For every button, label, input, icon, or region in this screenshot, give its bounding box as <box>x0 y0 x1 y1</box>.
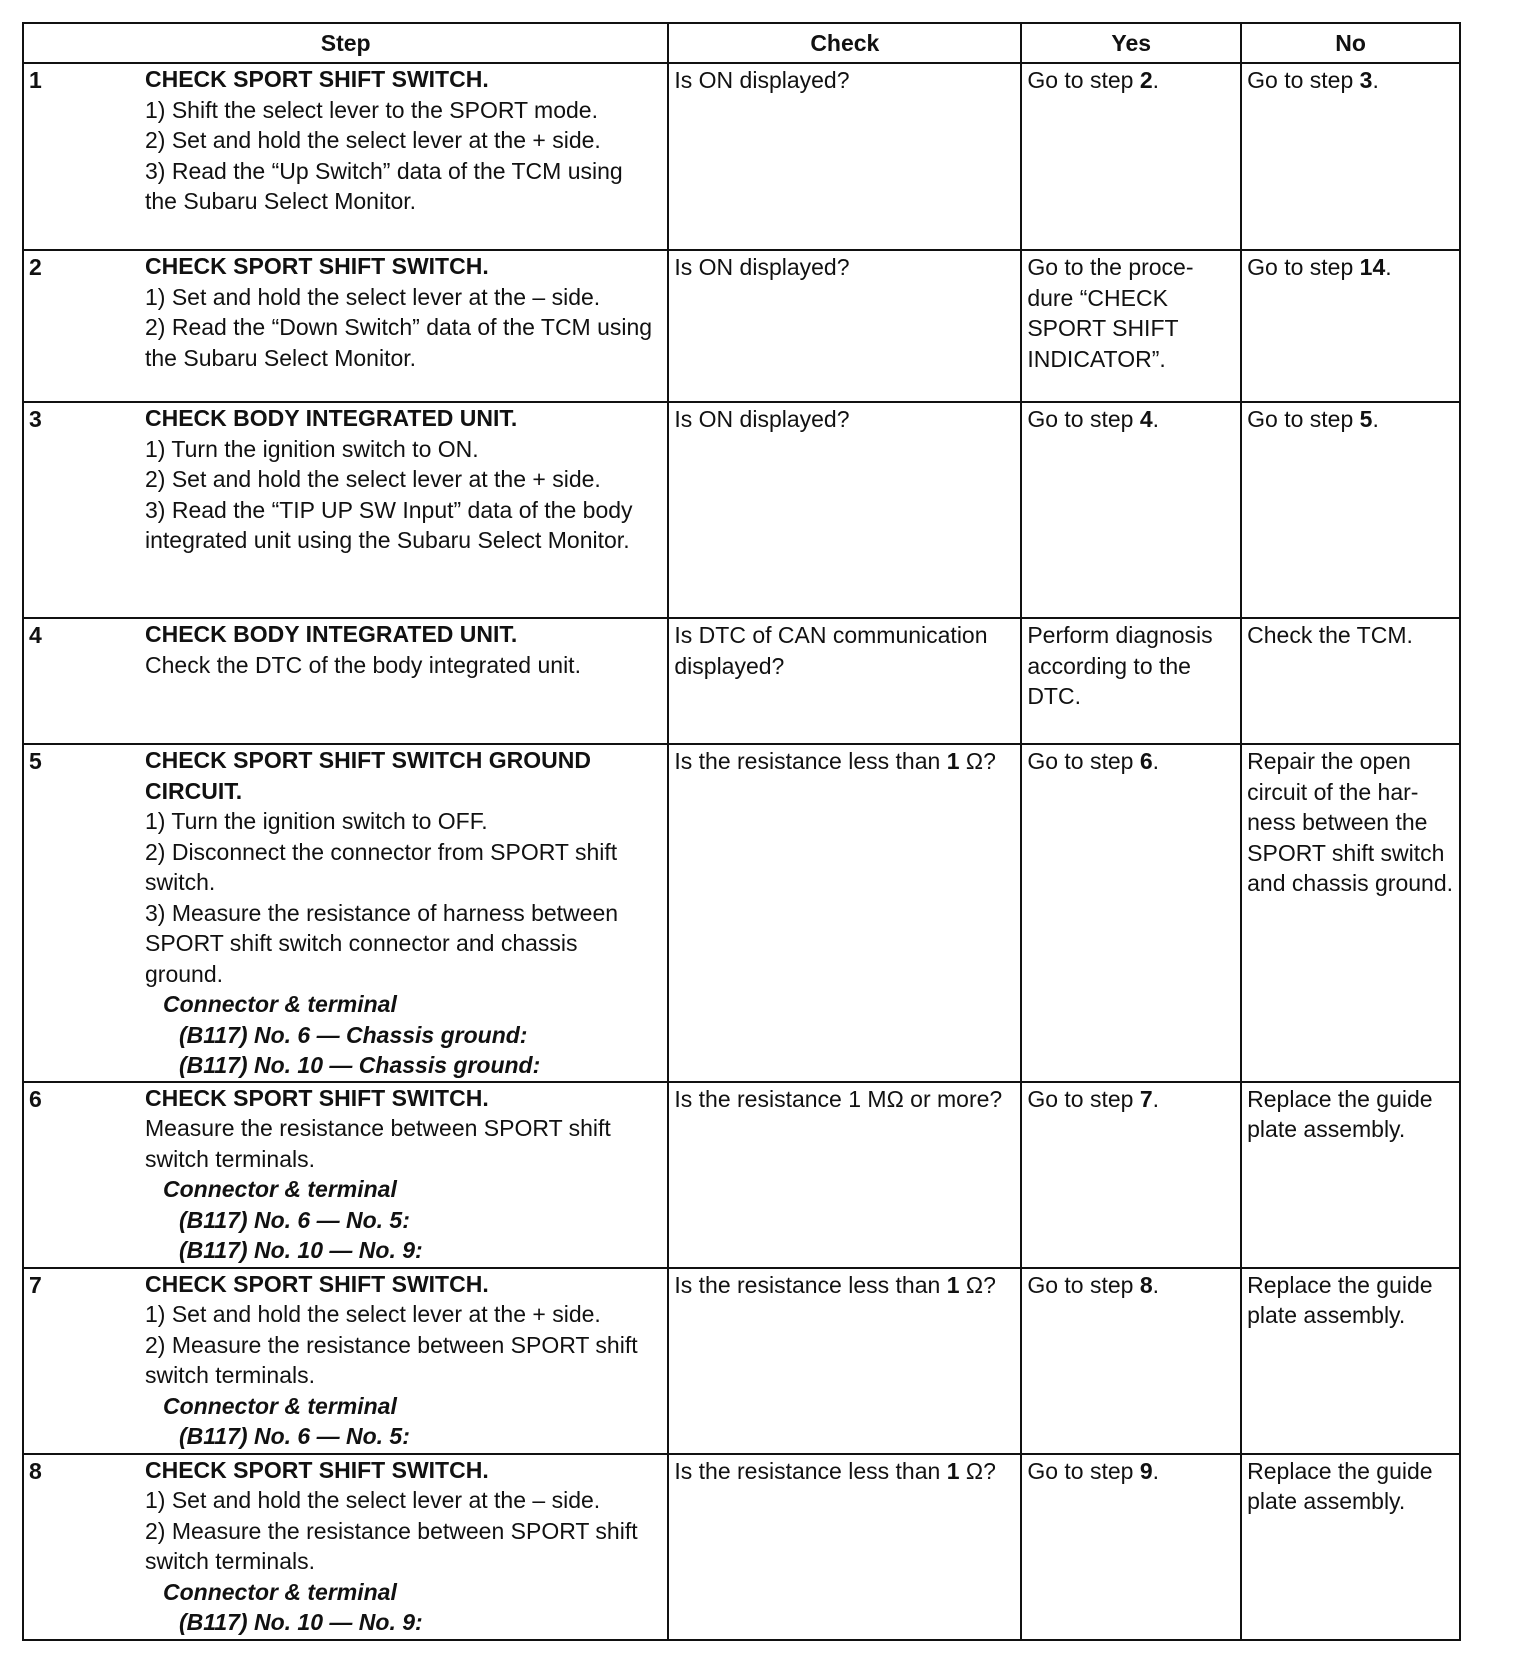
step-instruction: 1) Set and hold the select lever at the – side. <box>145 1487 601 1513</box>
connector-terminal-heading: Connector & terminal <box>163 1176 397 1202</box>
no-step-link: 3 <box>1359 67 1373 93</box>
no-suffix: . <box>1372 406 1379 432</box>
no-prefix: Go to step <box>1247 406 1360 432</box>
connector-terminal-spec: (B117) No. 10 — Chassis ground: <box>179 1052 541 1078</box>
connector-terminal-heading: Connector & terminal <box>163 1392 397 1419</box>
step-instruction: 2) Set and hold the select lever at the + side. <box>145 466 601 492</box>
step-title: CHECK SPORT SHIFT SWITCH. <box>145 1270 489 1297</box>
yes-prefix: Go to step <box>1027 406 1140 432</box>
step-cell <box>23 1454 668 1640</box>
step-instruction: Check the DTC of the body integrated unit. <box>145 651 581 678</box>
check-cell: Is DTC of CAN communication displayed? <box>668 618 1021 744</box>
step-number: 6 <box>29 1085 42 1112</box>
yes-prefix: Go to step <box>1027 748 1140 774</box>
step-number: 8 <box>29 1457 42 1484</box>
no-prefix: Go to step <box>1247 67 1360 93</box>
yes-suffix: . <box>1152 67 1160 93</box>
step-instruction: 3) Measure the resistance of harness between SPORT shift switch connector and chassis ground. <box>145 899 619 987</box>
no-suffix: . <box>1372 67 1379 93</box>
check-suffix: Ω? <box>959 748 996 774</box>
step-instruction: 3) Read the “TIP UP SW Input” data of the body integrated unit using the Subaru Select Monitor. <box>145 496 633 553</box>
no-cell: Check the TCM. <box>1241 618 1460 744</box>
step-instruction: 1) Set and hold the select lever at the + side. <box>145 1301 601 1327</box>
table-row <box>23 744 1460 1082</box>
step-instruction: 2) Set and hold the select lever at the + side. <box>145 127 601 153</box>
yes-step-link: 4 <box>1139 406 1153 432</box>
no-step-link: 5 <box>1359 406 1373 432</box>
yes-cell: Perform diagnosis according to the DTC. <box>1021 618 1241 744</box>
check-cell <box>668 744 1021 1082</box>
check-value: 1 <box>946 748 960 774</box>
check-prefix: Is the resistance less than <box>674 1457 947 1484</box>
no-cell: Repair the open circuit of the har-ness between the SPORT shift switch and chassis ground. <box>1241 744 1460 1082</box>
step-instruction: Measure the resistance between SPORT shift switch terminals. <box>145 1115 611 1172</box>
header-no: No <box>1241 23 1460 63</box>
check-cell <box>668 1454 1021 1640</box>
yes-prefix: Go to step <box>1027 67 1140 93</box>
header-step: Step <box>23 23 668 63</box>
no-cell <box>1241 63 1460 250</box>
step-cell <box>23 1082 668 1268</box>
no-cell <box>1241 250 1460 402</box>
step-title: CHECK BODY INTEGRATED UNIT. <box>145 405 518 431</box>
no-suffix: . <box>1385 254 1392 280</box>
yes-cell <box>1021 1454 1241 1640</box>
step-number: 3 <box>29 406 42 432</box>
no-cell <box>1241 402 1460 618</box>
step-title: CHECK SPORT SHIFT SWITCH. <box>145 253 489 279</box>
step-instruction: 2) Measure the resistance between SPORT shift switch terminals. <box>145 1517 638 1574</box>
check-prefix: Is the resistance less than <box>674 748 947 774</box>
connector-terminal-heading: Connector & terminal <box>163 991 397 1017</box>
step-number: 1 <box>29 67 42 93</box>
table-row <box>23 618 1460 744</box>
step-instruction: 1) Set and hold the select lever at the – side. <box>145 283 601 310</box>
yes-cell: Go to the proce-dure “CHECK SPORT SHIFT INDICATOR”. <box>1021 250 1241 402</box>
table-row <box>23 63 1460 250</box>
yes-cell <box>1021 402 1241 618</box>
no-prefix: Go to step <box>1247 254 1360 280</box>
check-value: 1 <box>946 1271 960 1298</box>
step-number: 2 <box>29 254 42 280</box>
header-check: Check <box>668 23 1021 63</box>
yes-cell <box>1021 744 1241 1082</box>
check-cell: Is ON displayed? <box>668 250 1021 402</box>
no-cell: Replace the guide plate assembly. <box>1241 1268 1460 1454</box>
table-row <box>23 1268 1460 1454</box>
yes-cell <box>1021 1268 1241 1454</box>
check-cell: Is ON displayed? <box>668 63 1021 250</box>
connector-terminal-spec: (B117) No. 6 — Chassis ground: <box>179 1021 528 1048</box>
yes-suffix: . <box>1152 406 1160 432</box>
table-row <box>23 1454 1460 1640</box>
step-cell <box>23 402 668 618</box>
step-number: 5 <box>29 748 42 774</box>
step-cell <box>23 250 668 402</box>
yes-step-link: 2 <box>1139 67 1153 93</box>
table-row <box>23 402 1460 618</box>
step-instruction: 1) Turn the ignition switch to OFF. <box>145 808 488 834</box>
check-prefix: Is the resistance less than <box>674 1271 947 1298</box>
yes-step-link: 6 <box>1139 748 1153 774</box>
check-cell: Is the resistance 1 MΩ or more? <box>668 1082 1021 1268</box>
yes-suffix: . <box>1152 1085 1160 1112</box>
yes-prefix: Go to step <box>1027 1271 1140 1298</box>
yes-cell <box>1021 1082 1241 1268</box>
diagnostic-table <box>22 22 1461 1641</box>
yes-prefix: Go to step <box>1027 1457 1140 1484</box>
step-cell <box>23 1268 668 1454</box>
header-row <box>23 23 1460 63</box>
check-cell: Is ON displayed? <box>668 402 1021 618</box>
check-suffix: Ω? <box>959 1457 996 1484</box>
check-cell <box>668 1268 1021 1454</box>
yes-suffix: . <box>1152 1457 1160 1484</box>
table-row <box>23 250 1460 402</box>
step-title: CHECK SPORT SHIFT SWITCH GROUND CIRCUIT. <box>145 747 591 804</box>
connector-terminal-spec: (B117) No. 6 — No. 5: <box>179 1206 410 1233</box>
header-yes: Yes <box>1021 23 1241 63</box>
step-number: 7 <box>29 1271 42 1298</box>
step-title: CHECK BODY INTEGRATED UNIT. <box>145 621 518 647</box>
yes-suffix: . <box>1152 748 1160 774</box>
step-cell <box>23 618 668 744</box>
step-title: CHECK SPORT SHIFT SWITCH. <box>145 66 489 92</box>
connector-terminal-heading: Connector & terminal <box>163 1578 397 1605</box>
check-value: 1 <box>946 1457 960 1484</box>
yes-cell <box>1021 63 1241 250</box>
connector-terminal-spec: (B117) No. 10 — No. 9: <box>179 1237 423 1263</box>
step-instruction: 2) Measure the resistance between SPORT shift switch terminals. <box>145 1331 638 1388</box>
step-instruction: 1) Turn the ignition switch to ON. <box>145 435 479 462</box>
no-cell: Replace the guide plate assembly. <box>1241 1082 1460 1268</box>
yes-step-link: 8 <box>1139 1271 1153 1298</box>
yes-step-link: 7 <box>1139 1085 1153 1112</box>
step-cell <box>23 744 668 1082</box>
step-instruction: 2) Disconnect the connector from SPORT shift switch. <box>145 838 618 895</box>
step-number: 4 <box>29 622 42 648</box>
step-title: CHECK SPORT SHIFT SWITCH. <box>145 1456 489 1483</box>
connector-terminal-spec: (B117) No. 6 — No. 5: <box>179 1423 410 1449</box>
yes-step-link: 9 <box>1139 1457 1153 1484</box>
connector-terminal-spec: (B117) No. 10 — No. 9: <box>179 1609 423 1635</box>
no-cell: Replace the guide plate assembly. <box>1241 1454 1460 1640</box>
step-instruction: 1) Shift the select lever to the SPORT mode. <box>145 96 598 123</box>
step-title: CHECK SPORT SHIFT SWITCH. <box>145 1084 489 1111</box>
step-instruction: 3) Read the “Up Switch” data of the TCM using the Subaru Select Monitor. <box>145 157 623 214</box>
step-instruction: 2) Read the “Down Switch” data of the TCM using the Subaru Select Monitor. <box>145 314 653 371</box>
yes-suffix: . <box>1152 1271 1160 1298</box>
step-cell <box>23 63 668 250</box>
no-step-link: 14 <box>1359 254 1386 280</box>
yes-prefix: Go to step <box>1027 1085 1140 1112</box>
table-row <box>23 1082 1460 1268</box>
check-suffix: Ω? <box>959 1271 996 1298</box>
